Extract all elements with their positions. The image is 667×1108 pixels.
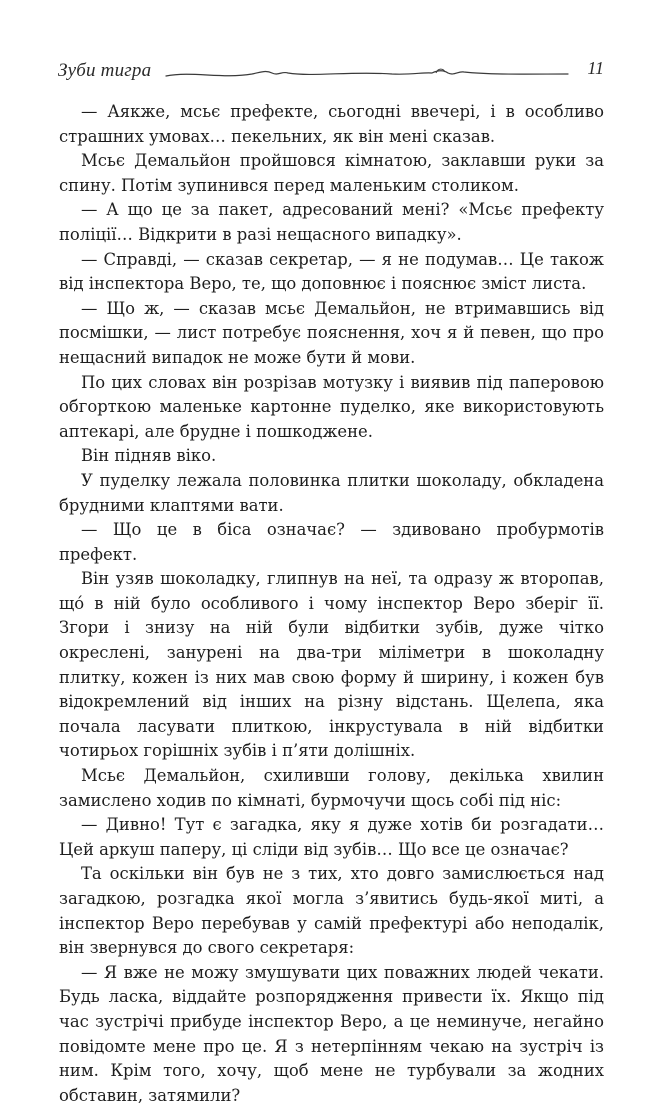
body-text <box>59 100 604 1108</box>
paragraph: Він узяв шоколадку, глипнув на неї, та одразу ж второпав, що́ в ній було особливого і чому інспектор Веро зберіг її. Згори і знизу на ній були відбитки зубів, дуже чітко окреслені, занурені на два-три міліметри в шоколадну плитку, кожен із них мав свою форму й ширину, і кожен був відокремлений від інших на різну відстань. Щелепа, яка почала ласувати плиткою, інкрустувала в ній відбитки чотирьох горішніх зубів і п’яти долішніх. <box>59 569 604 761</box>
paragraph: — Дивно! Тут є загадка, яку я дуже хотів би розгадати… Цей аркуш паперу, ці сліди від зубів… Що все це означає? <box>59 815 604 859</box>
flourish-line-icon <box>162 62 572 84</box>
paragraph: По цих словах він розрізав мотузку і виявив під паперовою обгорткою маленьке картонне пуделко, яке використовують аптекарі, але брудне і пошкоджене. <box>59 372 604 441</box>
running-header <box>58 56 604 94</box>
paragraph: У пуделку лежала половинка плитки шоколаду, обкладена брудними клаптями вати. <box>59 470 604 515</box>
paragraph: — Що це в біса означає? — здивовано пробурмотів префект. <box>59 520 604 564</box>
paragraph: Мсьє Демальйон, схиливши голову, декілька хвилин замислено ходив по кімнаті, бурмочучи щось собі під ніс: <box>59 766 604 810</box>
paragraph: Та оскільки він був не з тих, хто довго замислюється над загадкою, розгадка якої могла з’явитись будь-якої миті, а інспектор Веро перебував у самій префектурі або неподалік, він звернувся до свого секретаря: <box>59 864 604 958</box>
paragraph: — А що це за пакет, адресований мені? «Мсьє префекту поліції… Відкрити в разі нещасного випадку». <box>59 200 604 244</box>
paragraph: Мсьє Демальйон пройшовся кімнатою, заклавши руки за спину. Потім зупинився перед маленьким столиком. <box>59 151 604 195</box>
running-title: Зуби тигра <box>58 60 152 81</box>
paragraph: Він підняв віко. <box>81 446 217 466</box>
paragraph: — Аякже, мсьє префекте, сьогодні ввечері, і в особливо страшних умовах… пекельних, як він мені сказав. <box>59 102 604 146</box>
paragraph: — Що ж, — сказав мсьє Демальйон, не втримавшись від посмішки, — лист потребує пояснення, хоч я й певен, що про нещасний випадок не може бути й мови. <box>59 298 604 367</box>
paragraph: — Справді, — сказав секретар, — я не подумав… Це також від інспектора Веро, те, що доповнює і пояснює зміст листа. <box>59 249 604 294</box>
paragraph: — Я вже не можу змушувати цих поважних людей чекати. Будь ласка, віддайте розпорядження привести їх. Якщо під час зустрічі прибуде інспектор Веро, а це неминуче, негайно повідомте мене про це. Я з нетерпінням чекаю на зустріч із ним. Крім того, хочу, щоб мене не турбували за жодних обставин, затямили? <box>59 962 604 1105</box>
page-number: 11 <box>587 58 604 78</box>
